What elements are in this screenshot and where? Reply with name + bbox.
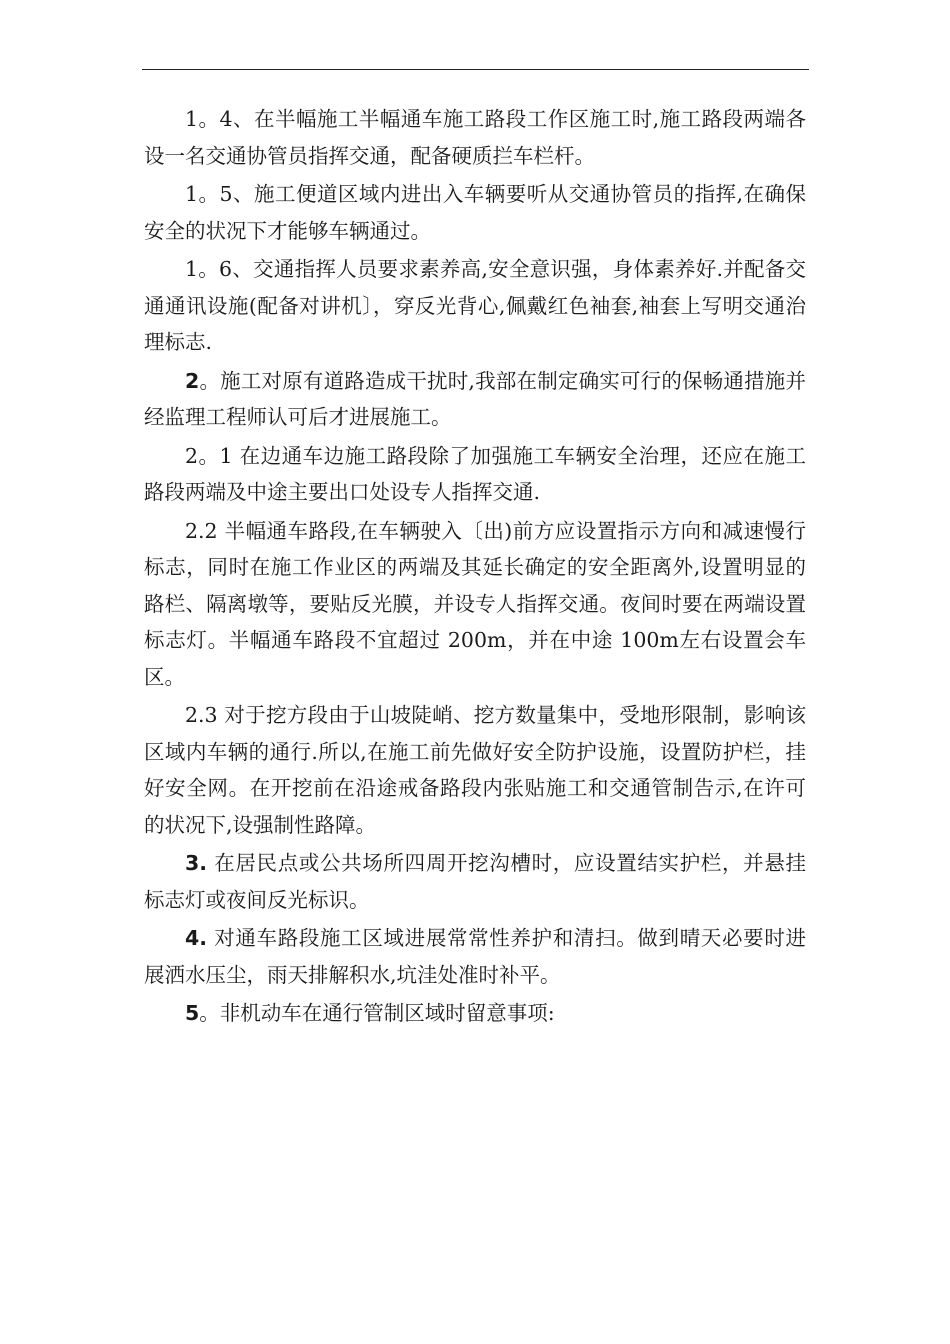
paragraph-text: 1。5、施工便道区域内进出入车辆要听从交通协管员的指挥,在确保安全的状况下才能够车辆通过。	[144, 182, 806, 243]
paragraph-text: 2.3 对于挖方段由于山坡陡峭、挖方数量集中，受地形限制，影响该区域内车辆的通行.所以,在施工前先做好安全防护设施，设置防护栏，挂好安全网。在开挖前在沿途戒备路段内张贴施工和交通管制告示,在许可的状况下,设强制性路障。	[144, 703, 806, 837]
document-body	[144, 101, 806, 1034]
paragraph-2-2	[144, 513, 806, 696]
paragraph-text: 。非机动车在通行管制区域时留意事项:	[199, 1001, 555, 1025]
paragraph-1-6	[144, 251, 806, 361]
paragraph-text: 对通车路段施工区域进展常常性养护和清扫。做到晴天必要时进展洒水压尘，雨天排解积水,坑洼处准时补平。	[144, 926, 806, 987]
paragraph-text: 1。4、在半幅施工半幅通车施工路段工作区施工时,施工路段两端各设一名交通协管员指挥交通，配备硬质拦车栏杆。	[144, 107, 806, 168]
paragraph-1-4	[144, 101, 806, 174]
paragraph-4	[144, 920, 806, 993]
paragraph-2-3	[144, 697, 806, 843]
section-number: 4.	[185, 926, 208, 950]
paragraph-text: 1。6、交通指挥人员要求素养高,安全意识强，身体素养好.并配备交通通讯设施(配备对讲机〕，穿反光背心,佩戴红色袖套,袖套上写明交通治理标志.	[144, 257, 806, 354]
section-number: 3.	[185, 851, 208, 875]
paragraph-text: 2.2 半幅通车路段,在车辆驶入〔出)前方应设置指示方向和减速慢行标志，同时在施工作业区的两端及其延长确定的安全距离外,设置明显的路栏、隔离墩等，要贴反光膜，并设专人指挥交通。夜间时要在两端设置标志灯。半幅通车路段不宜超过 200m，并在中途 100m左右设置会车区。	[144, 518, 806, 689]
paragraph-text: 。施工对原有道路造成干扰时,我部在制定确实可行的保畅通措施并经监理工程师认可后才进展施工。	[144, 368, 806, 429]
paragraph-3	[144, 845, 806, 918]
section-number: 2	[185, 368, 200, 393]
paragraph-text: 2。1 在边通车边施工路段除了加强施工车辆安全治理，还应在施工路段两端及中途主要出口处设专人指挥交通.	[144, 443, 806, 504]
section-number: 5	[185, 1001, 200, 1025]
paragraph-5	[144, 995, 806, 1032]
paragraph-2	[144, 363, 806, 436]
paragraph-1-5	[144, 176, 806, 249]
paragraph-2-1	[144, 438, 806, 511]
header-rule	[142, 69, 809, 70]
paragraph-text: 在居民点或公共场所四周开挖沟槽时，应设置结实护栏，并悬挂标志灯或夜间反光标识。	[144, 851, 806, 912]
